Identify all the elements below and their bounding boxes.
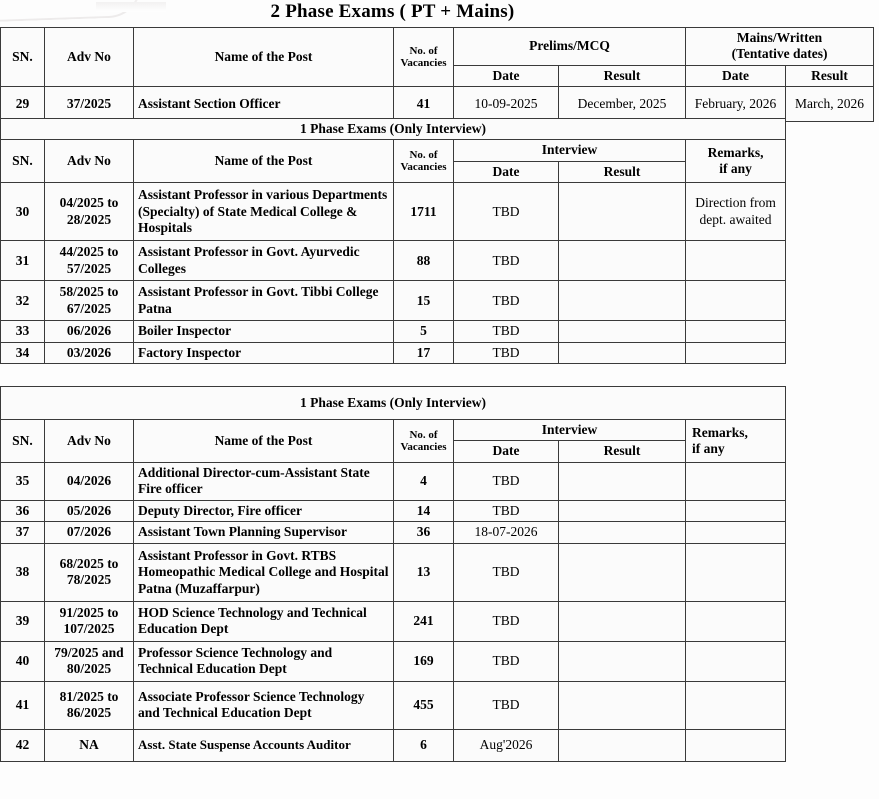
cell-post: Assistant Town Planning Supervisor (134, 522, 394, 543)
cell-post: Deputy Director, Fire officer (134, 500, 394, 521)
cell-interview-result (559, 522, 686, 543)
cell-vacancies: 1711 (394, 183, 454, 241)
table1-body (1, 87, 874, 122)
header-mains-date: Date (686, 65, 786, 86)
table-row (1, 601, 786, 641)
cell-sn: 35 (1, 462, 45, 500)
cell-interview-date: TBD (454, 500, 559, 521)
cell-interview-result (559, 500, 686, 521)
cell-vacancies: 36 (394, 522, 454, 543)
header-sn: SN. (1, 28, 45, 87)
cell-adv-no: 05/2026 (45, 500, 134, 521)
cell-vacancies: 88 (394, 241, 454, 281)
cell-interview-date: TBD (454, 462, 559, 500)
cell-sn: 38 (1, 543, 45, 601)
header-vacancies (394, 420, 454, 463)
table-row (1, 522, 786, 543)
cell-sn: 39 (1, 601, 45, 641)
cell-adv-no: 04/2026 (45, 462, 134, 500)
cell-remarks (686, 681, 786, 729)
cell-interview-date: 18-07-2026 (454, 522, 559, 543)
header-adv-no: Adv No (45, 420, 134, 463)
section-title-one-phase-second: 1 Phase Exams (Only Interview) (1, 387, 786, 420)
cell-remarks (686, 321, 786, 342)
cell-vacancies: 4 (394, 462, 454, 500)
table-row (1, 462, 786, 500)
header-interview: Interview (454, 140, 686, 161)
one-phase-exams-table-second (0, 386, 786, 762)
table-row (1, 641, 786, 681)
cell-vacancies: 6 (394, 729, 454, 761)
header-interview-date: Date (454, 441, 559, 462)
header-remarks-line1: Remarks, (707, 144, 764, 160)
header-interview-date: Date (454, 161, 559, 182)
header-vacancies-line2: Vacancies (400, 440, 447, 453)
cell-post: Assistant Professor in Govt. RTBS Homeopathic Medical College and Hospital Patna (Muzaffarpur) (134, 543, 394, 601)
cell-adv-no: 37/2025 (45, 87, 134, 122)
header-interview-result: Result (559, 441, 686, 462)
header-sn: SN. (1, 140, 45, 183)
cell-sn: 40 (1, 641, 45, 681)
header-post: Name of the Post (134, 140, 394, 183)
cell-interview-date: TBD (454, 681, 559, 729)
cell-adv-no: 06/2026 (45, 321, 134, 342)
cell-adv-no: 79/2025 and 80/2025 (45, 641, 134, 681)
cell-vacancies: 17 (394, 342, 454, 363)
header-remarks-line1: Remarks, (692, 424, 748, 440)
two-phase-exams-table (0, 27, 874, 122)
cell-post: Assistant Professor in various Departments (Specialty) of State Medical College & Hospitals (134, 183, 394, 241)
cell-interview-result (559, 183, 686, 241)
cell-remarks (686, 500, 786, 521)
cell-remarks (686, 601, 786, 641)
cell-adv-no: 68/2025 to 78/2025 (45, 543, 134, 601)
cell-remarks (686, 641, 786, 681)
cell-vacancies: 41 (394, 87, 454, 122)
cell-interview-result (559, 342, 686, 363)
table-row (1, 241, 786, 281)
header-prelims-date: Date (454, 65, 559, 86)
cell-interview-result (559, 281, 686, 321)
table-row (1, 681, 786, 729)
header-mains (686, 28, 874, 66)
cell-remarks (686, 241, 786, 281)
header-post: Name of the Post (134, 420, 394, 463)
table-row (1, 87, 874, 122)
cell-sn: 33 (1, 321, 45, 342)
table2-header-row-1 (1, 140, 786, 161)
cell-post: Assistant Section Officer (134, 87, 394, 122)
cell-interview-result (559, 641, 686, 681)
table-row (1, 543, 786, 601)
cell-prelims-date: 10-09-2025 (454, 87, 559, 122)
table1-header-row-1 (1, 28, 874, 66)
header-remarks (686, 140, 786, 183)
table3-band-row (1, 387, 786, 420)
cell-remarks (686, 462, 786, 500)
cell-remarks (686, 543, 786, 601)
header-remarks-line2: if any (719, 161, 752, 177)
header-mains-result: Result (786, 65, 874, 86)
cell-vacancies: 14 (394, 500, 454, 521)
header-sn: SN. (1, 420, 45, 463)
cell-adv-no: 81/2025 to 86/2025 (45, 681, 134, 729)
cell-post: Assistant Professor in Govt. Tibbi College Patna (134, 281, 394, 321)
header-prelims-result: Result (559, 65, 686, 86)
cell-remarks: Direction from dept. awaited (686, 183, 786, 241)
cell-vacancies: 169 (394, 641, 454, 681)
cell-interview-date: Aug'2026 (454, 729, 559, 761)
cell-post: Additional Director-cum-Assistant State Fire officer (134, 462, 394, 500)
cell-sn: 31 (1, 241, 45, 281)
cell-adv-no: NA (45, 729, 134, 761)
cell-mains-date: February, 2026 (686, 87, 786, 122)
table-row (1, 281, 786, 321)
cell-interview-result (559, 462, 686, 500)
page-title: 2 Phase Exams ( PT + Mains) (270, 1, 515, 22)
header-post: Name of the Post (134, 28, 394, 87)
section-title-one-phase-first: 1 Phase Exams (Only Interview) (1, 119, 786, 140)
cell-mains-result: March, 2026 (786, 87, 874, 122)
header-interview-result: Result (559, 161, 686, 182)
cell-interview-result (559, 729, 686, 761)
cell-post: Professor Science Technology and Technical Education Dept (134, 641, 394, 681)
cell-sn: 29 (1, 87, 45, 122)
cell-vacancies: 241 (394, 601, 454, 641)
cell-vacancies: 455 (394, 681, 454, 729)
cell-sn: 30 (1, 183, 45, 241)
one-phase-exams-table-first (0, 118, 786, 364)
cell-vacancies: 15 (394, 281, 454, 321)
header-vacancies-line1: No. of (409, 44, 438, 57)
cell-post: Asst. State Suspense Accounts Auditor (134, 729, 394, 761)
header-vacancies-line2: Vacancies (400, 57, 447, 70)
header-prelims: Prelims/MCQ (454, 28, 686, 66)
cell-sn: 34 (1, 342, 45, 363)
cell-sn: 41 (1, 681, 45, 729)
cell-prelims-result: December, 2025 (559, 87, 686, 122)
cell-adv-no: 44/2025 to 57/2025 (45, 241, 134, 281)
cell-interview-date: TBD (454, 641, 559, 681)
header-mains-line2: (Tentative dates) (731, 46, 828, 62)
cell-post: Assistant Professor in Govt. Ayurvedic Colleges (134, 241, 394, 281)
header-remarks-line2: if any (692, 440, 725, 456)
header-adv-no: Adv No (45, 140, 134, 183)
header-vacancies (394, 140, 454, 183)
header-vacancies-line1: No. of (409, 149, 438, 162)
table-row (1, 183, 786, 241)
cell-sn: 42 (1, 729, 45, 761)
cell-interview-date: TBD (454, 342, 559, 363)
table-row (1, 729, 786, 761)
cell-interview-date: TBD (454, 321, 559, 342)
cell-remarks (686, 281, 786, 321)
table-row (1, 321, 786, 342)
header-vacancies (394, 28, 454, 87)
cell-interview-result (559, 543, 686, 601)
cell-sn: 36 (1, 500, 45, 521)
cell-interview-result (559, 601, 686, 641)
cell-vacancies: 5 (394, 321, 454, 342)
cell-adv-no: 91/2025 to 107/2025 (45, 601, 134, 641)
cell-remarks (686, 342, 786, 363)
cell-remarks (686, 522, 786, 543)
cell-sn: 37 (1, 522, 45, 543)
cell-post: HOD Science Technology and Technical Education Dept (134, 601, 394, 641)
cell-interview-date: TBD (454, 241, 559, 281)
cell-adv-no: 07/2026 (45, 522, 134, 543)
cell-interview-result (559, 681, 686, 729)
header-mains-line1: Mains/Written (736, 30, 823, 45)
header-interview: Interview (454, 420, 686, 441)
cell-remarks (686, 729, 786, 761)
table-row (1, 500, 786, 521)
cell-adv-no: 04/2025 to 28/2025 (45, 183, 134, 241)
table2-band-row (1, 119, 786, 140)
header-remarks (686, 420, 786, 463)
cell-post: Associate Professor Science Technology and Technical Education Dept (134, 681, 394, 729)
cell-interview-date: TBD (454, 281, 559, 321)
cell-interview-result (559, 241, 686, 281)
cell-post: Factory Inspector (134, 342, 394, 363)
cell-interview-date: TBD (454, 601, 559, 641)
cell-interview-date: TBD (454, 543, 559, 601)
header-vacancies-line2: Vacancies (400, 161, 447, 174)
table-row (1, 342, 786, 363)
cell-adv-no: 03/2026 (45, 342, 134, 363)
cell-sn: 32 (1, 281, 45, 321)
header-vacancies-line1: No. of (409, 428, 438, 441)
cell-post: Boiler Inspector (134, 321, 394, 342)
cell-interview-result (559, 321, 686, 342)
cell-adv-no: 58/2025 to 67/2025 (45, 281, 134, 321)
header-adv-no: Adv No (45, 28, 134, 87)
cell-interview-date: TBD (454, 183, 559, 241)
cell-vacancies: 13 (394, 543, 454, 601)
table3-header-row-1 (1, 420, 786, 441)
